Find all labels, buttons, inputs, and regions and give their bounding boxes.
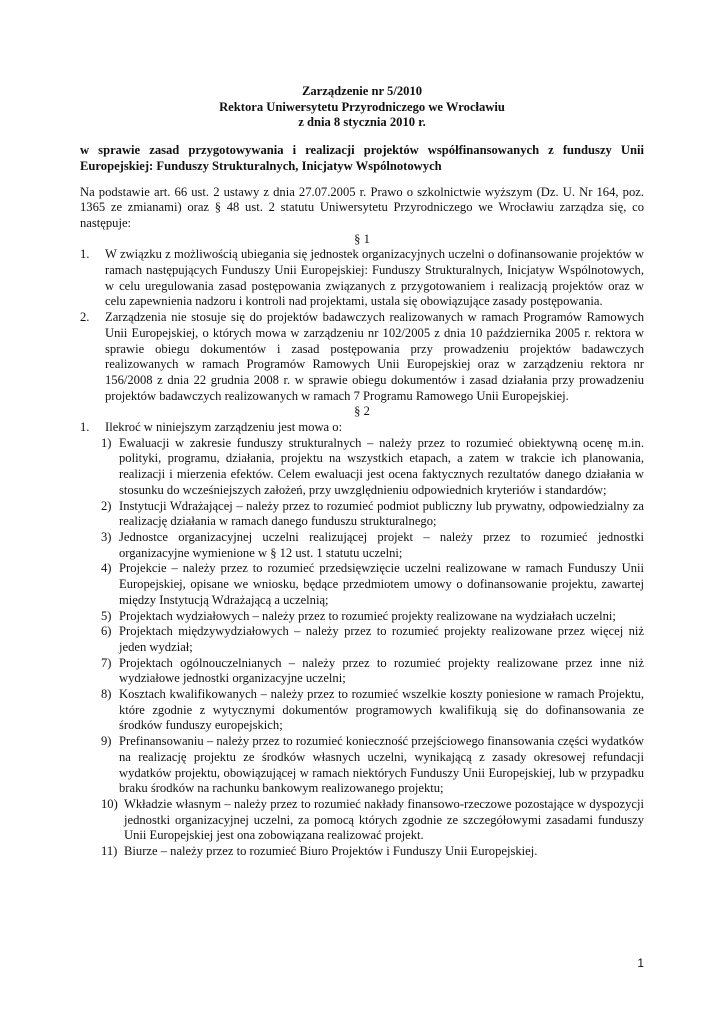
definition-number: 5)	[101, 608, 112, 623]
section-1-heading: § 1	[354, 231, 370, 246]
definition-number: 6)	[101, 624, 112, 639]
item-number: 2.	[80, 310, 90, 325]
definition-item	[80, 436, 644, 499]
definition-text: Projektach ogólnouczelnianych – należy przez to rozumieć projekty realizowane przez inne niż wydziałowe jednostki organizacyjne uczelni;	[119, 655, 644, 686]
definition-text: Wkładzie własnym – należy przez to rozumieć nakłady finansowo-rzeczowe pozostające w dyspozycji jednostki organizacyjnej uczelni, za pomocą których zgodnie ze szczegółowymi zasadami funduszy Unii Europejskiej jest ona zobowiązana realizować projekt.	[124, 796, 644, 843]
definition-item	[80, 844, 644, 860]
item-number: 1.	[80, 247, 90, 262]
definition-number: 3)	[101, 529, 112, 544]
definition-item	[80, 609, 644, 625]
definition-text: Projektach międzywydziałowych – należy przez to rozumieć projekty realizowane przez więcej niż jeden wydział;	[119, 624, 644, 654]
definition-text: Biurze – należy przez to rozumieć Biuro Projektów i Funduszy Unii Europejskiej.	[124, 844, 538, 859]
ordinance-subject: w sprawie zasad przygotowywania i realizacji projektów współfinansowanych z funduszy Unii Europejskiej: Funduszy Strukturalnych, Inicjatyw Wspólnotowych	[80, 143, 644, 173]
list-item	[80, 420, 644, 436]
definition-number: 9)	[101, 734, 112, 749]
definition-item	[80, 687, 644, 734]
item-text: Ilekroć w niniejszym zarządzeniu jest mowa o:	[105, 420, 343, 435]
list-item	[80, 247, 644, 310]
definition-text: Jednostce organizacyjnej uczelni realizującej projekt – należy przez to rozumieć jednostki organizacyjne wymienione w § 12 ust. 1 statutu uczelni;	[119, 529, 644, 560]
section-2-list	[80, 420, 644, 436]
definition-item	[80, 530, 644, 561]
definition-text: Projektach wydziałowych – należy przez to rozumieć projekty realizowane na wydziałach uczelni;	[119, 608, 616, 623]
definition-number: 4)	[101, 561, 112, 576]
definitions-list	[80, 436, 644, 860]
definition-text: Projekcie – należy przez to rozumieć przedsięwzięcie uczelni realizowane w ramach Funduszy Unii Europejskiej, opisane we wniosku, będące przedmiotem umowy o dofinansowanie projektu, zawartej między Instytucją Wdrażającą a uczelnią;	[119, 561, 644, 607]
definition-text: Kosztach kwalifikowanych – należy przez to rozumieć wszelkie koszty poniesione w ramach Projektu, które zgodnie z wytycznymi dokumentów programowych kwalifikują się do dofinansowania ze środków funduszy europejskich;	[119, 687, 644, 733]
issuer: Rektora Uniwersytetu Przyrodniczego we Wrocławiu	[219, 99, 505, 114]
document-header	[80, 84, 644, 131]
definition-item	[80, 656, 644, 687]
definition-item	[80, 734, 644, 797]
list-item	[80, 310, 644, 404]
section-1-list	[80, 247, 644, 404]
definition-number: 2)	[101, 498, 112, 513]
definition-number: 11)	[101, 844, 118, 859]
definition-number: 10)	[101, 796, 118, 811]
definition-item	[80, 499, 644, 530]
ordinance-number: Zarządzenie nr 5/2010	[301, 84, 423, 98]
ordinance-date: z dnia 8 stycznia 2010 r.	[298, 115, 426, 130]
definition-text: Instytucji Wdrażającej – należy przez to rozumieć podmiot publiczny lub prywatny, odpowiedzialny za realizację działania w ramach danego funduszu strukturalnego;	[119, 498, 644, 529]
definition-item	[80, 624, 644, 655]
item-text: Zarządzenia nie stosuje się do projektów badawczych realizowanych w ramach Programów Ramowych Unii Europejskiej, o których mowa w zarządzeniu nr 102/2005 z dnia 10 października 2005 r. rektora w sprawie obiegu dokumentów i zasad postępowania przy prowadzeniu projektów badawczych realizowanych w ramach Programów Ramowych Unii Europejskiej oraz w zarządzeniu rektora nr 156/2008 z dnia 22 grudnia 2008 r. w sprawie obiegu dokumentów i zasad działania przy prowadzeniu projektów badawczych realizowanych w ramach 7 Programu Ramowego Unii Europejskiej.	[105, 310, 644, 403]
definition-item	[80, 561, 644, 608]
definition-text: Ewaluacji w zakresie funduszy strukturalnych – należy przez to rozumieć obiektywną ocenę m.in. polityki, programu, działania, projektu na wszystkich etapach, a zatem w trakcie ich planowania, realizacji i mierzenia efektów. Celem ewaluacji jest ocena faktycznych rezultatów danego działania w stosunku do wcześniejszych założeń, przy uwzględnieniu odpowiednich kryteriów i standardów;	[119, 435, 644, 497]
definition-number: 1)	[101, 435, 112, 450]
legal-basis: Na podstawie art. 66 ust. 2 ustawy z dnia 27.07.2005 r. Prawo o szkolnictwie wyższym (Dz. U. Nr 164, poz. 1365 ze zmianami) oraz § 48 ust. 2 statutu Uniwersytetu Przyrodniczego we Wrocławiu zarządza się, co następuje:	[80, 184, 644, 230]
definition-text: Prefinansowaniu – należy przez to rozumieć konieczność przejściowego finansowania części wydatków na realizację projektu ze środków własnych uczelni, wynikającą z zasady okresowej refundacji wydatków projektu, obowiązującej w ramach niektórych Funduszy Unii Europejskiej, lub w przypadku braku środków na rachunku bankowym realizowanego projektu;	[119, 734, 644, 796]
page-number: 1	[637, 956, 644, 970]
item-text: W związku z możliwością ubiegania się jednostek organizacyjnych uczelni o dofinansowanie projektów w ramach następujących Funduszy Unii Europejskiej: Funduszy Strukturalnych, Inicjatyw Wspólnotowych, w celu uregulowania zasad postępowania związanych z przygotowaniem i realizacją projektów oraz w celu zapewnienia nadzoru i kontroli nad projektami, ustala się obowiązujące zasady postępowania.	[105, 247, 644, 309]
item-number: 1.	[80, 420, 90, 435]
definition-item	[80, 797, 644, 844]
definition-number: 7)	[101, 655, 112, 670]
definition-number: 8)	[101, 687, 112, 702]
section-2-heading: § 2	[354, 404, 370, 419]
